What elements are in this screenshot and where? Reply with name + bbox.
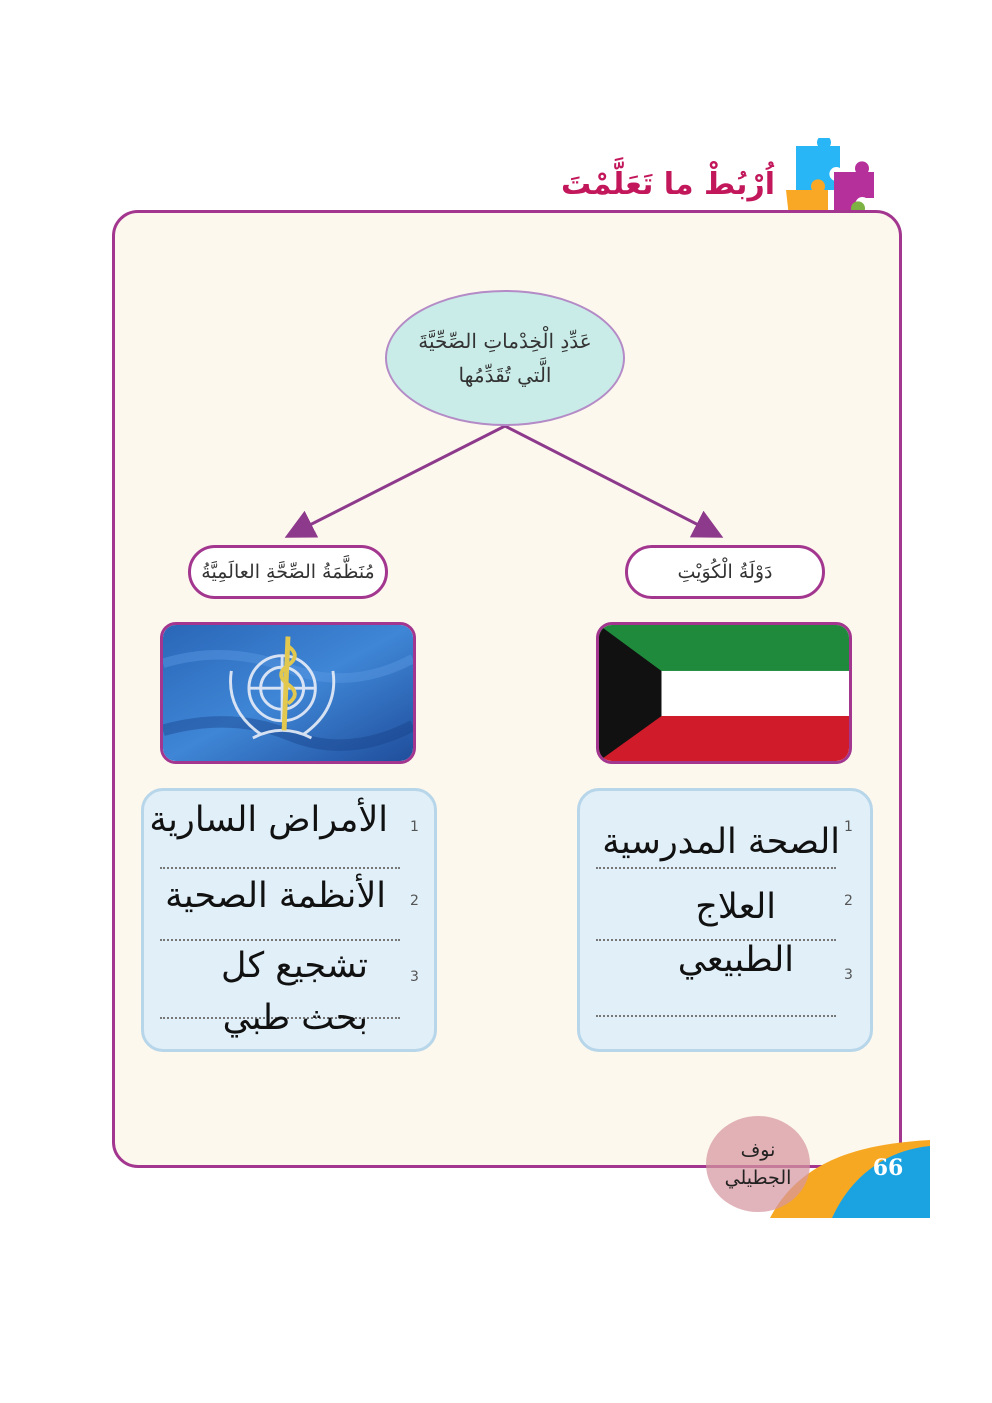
who-answer-3: تشجيع كل — [220, 946, 368, 986]
kuwait-answer-2: العلاج — [695, 887, 776, 927]
center-question-line-1: عَدِّدِ الْخِدْماتِ الصِّحِّيَّةَ — [418, 329, 592, 353]
kuwait-answer-3: الطبيعي — [677, 940, 794, 980]
who-answer-2: الأنظمة الصحية — [165, 876, 386, 916]
who-flag-image — [160, 622, 416, 764]
center-question-line-2: الَّتي تُقَدِّمُها — [458, 363, 552, 387]
item-number-2: 2 — [844, 893, 853, 909]
answer-line-3 — [596, 1015, 836, 1017]
item-number-2: 2 — [410, 893, 419, 909]
page-number: 66 — [872, 1155, 904, 1181]
answer-line-2 — [160, 939, 400, 941]
item-number-3: 3 — [410, 969, 419, 985]
student-last-name: الجطيلي — [724, 1167, 792, 1189]
student-name-badge — [706, 1116, 810, 1212]
who-answer-1: الأمراض السارية — [149, 800, 388, 840]
answer-line-1 — [160, 867, 400, 869]
item-number-1: 1 — [410, 819, 419, 835]
kuwait-flag-image — [596, 622, 852, 764]
who-label: مُنَظَّمَةُ الصِّحَّةِ العالَمِيَّةُ — [188, 545, 388, 599]
student-first-name: نوف — [740, 1139, 776, 1161]
kuwait-answer-1: الصحة المدرسية — [602, 822, 840, 862]
kuwait-label: دَوْلَةُ الْكُوَيْتِ — [625, 545, 825, 599]
who-answer-4: بحث طبي — [222, 998, 368, 1038]
answer-line-1 — [596, 867, 836, 869]
section-title: اُرْبُطْ ما تَعَلَّمْتَ — [561, 167, 775, 202]
center-question-ellipse — [385, 290, 625, 426]
item-number-1: 1 — [844, 819, 853, 835]
item-number-3: 3 — [844, 967, 853, 983]
